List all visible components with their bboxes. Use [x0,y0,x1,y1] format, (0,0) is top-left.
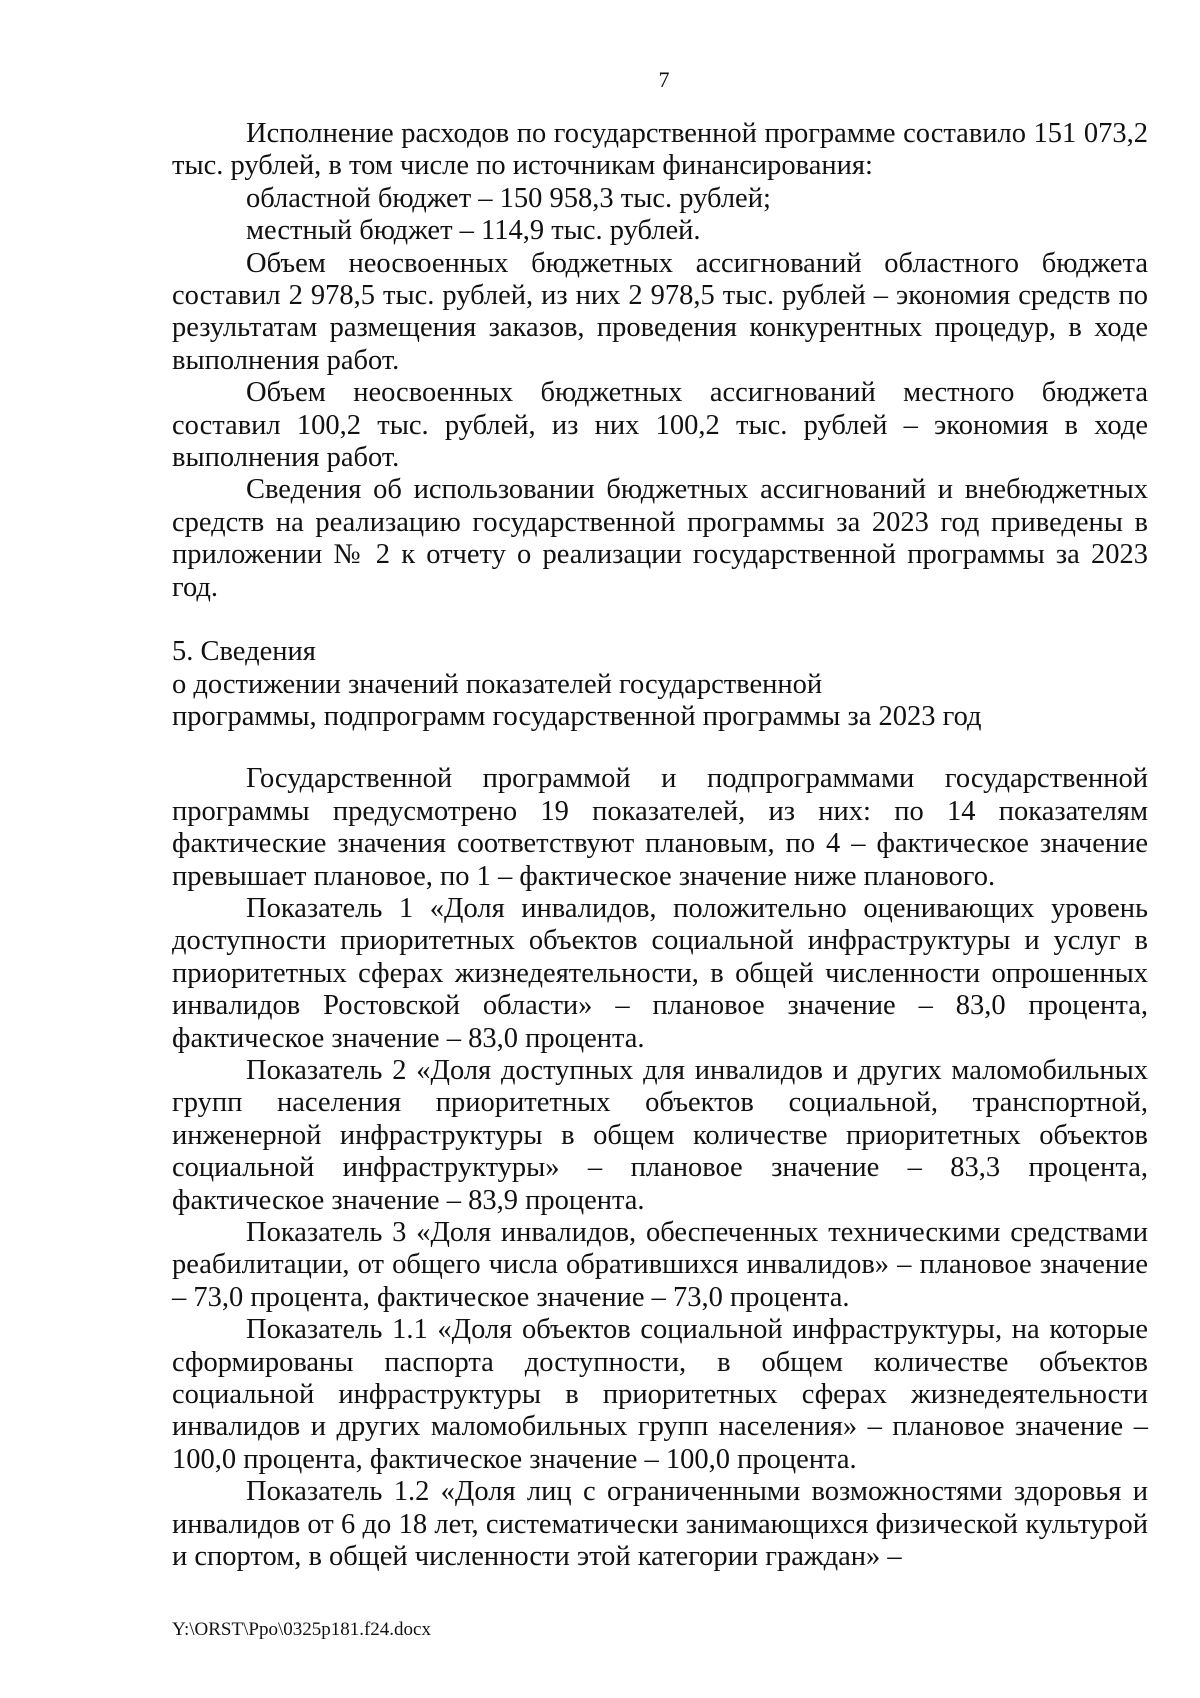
paragraph-indicator-3: Показатель 3 «Доля инвалидов, обеспеченных техническими средствами реабилитации, от общего числа обратившихся инвалидов» – плановое значение – 73,0 процента, фактическое значение – 73,0 процента. [172,1217,1148,1313]
paragraph-indicators-summary: Государственной программой и подпрограммами государственной программы предусмотрено 19 показателей, из них: по 14 показателям фактические значения соответствуют плановым, по 4 – фактическое значение превышает плановое, по 1 – фактическое значение ниже планового. [172,763,1148,892]
section-heading-number: 5. Сведения [172,636,316,668]
paragraph-expenditure-total: Исполнение расходов по государственной программе составило 151 073,2 тыс. рублей, в том числе по источникам финансирования: [172,118,1148,182]
paragraph-regional-budget: областной бюджет – 150 958,3 тыс. рублей; [246,182,771,214]
spacer [172,733,1148,763]
paragraph-local-unspent: Объем неосвоенных бюджетных ассигнований местного бюджета составил 100,2 тыс. рублей, из них 100,2 тыс. рублей – экономия в ходе выполнения работ. [172,377,1148,474]
paragraph-appendix-reference: Сведения об использовании бюджетных ассигнований и внебюджетных средств на реализацию государственной программы за 2023 год приведены в приложении № 2 к отчету о реализации государственной программы за 2023 год. [172,474,1148,603]
paragraph-local-budget: местный бюджет – 114,9 тыс. рублей. [246,215,701,247]
paragraph-regional-unspent: Объем неосвоенных бюджетных ассигнований областного бюджета составил 2 978,5 тыс. рублей, из них 2 978,5 тыс. рублей – экономия средств по результатам размещения заказов, проведения конкурентных процедур, в ходе выполнения работ. [172,247,1148,376]
document-body [172,118,1148,1573]
paragraph-indicator-1-2: Показатель 1.2 «Доля лиц с ограниченными возможностями здоровья и инвалидов от 6 до 18 лет, систематически занимающихся физической культурой и спортом, в общей численности этой категории граждан» – [172,1476,1148,1573]
paragraph-indicator-1: Показатель 1 «Доля инвалидов, положительно оценивающих уровень доступности приоритетных объектов социальной инфраструктуры и услуг в приоритетных сферах жизнедеятельности, в общей численности опрошенных инвалидов Ростовской области» – плановое значение – 83,0 процента, фактическое значение – 83,0 процента. [172,892,1148,1054]
page-number: 7 [658,67,670,92]
spacer [172,604,1148,636]
footer-file-path: Y:\ORST\Ppo\0325p181.f24.docx [172,1619,431,1640]
section-heading-line-3: программы, подпрограмм государственной программы за 2023 год [172,700,982,732]
paragraph-indicator-2: Показатель 2 «Доля доступных для инвалидов и других маломобильных групп населения приоритетных объектов социальной, транспортной, инженерной инфраструктуры в общем количестве приоритетных объектов социальной инфраструктуры» – плановое значение – 83,3 процента, фактическое значение – 83,9 процента. [172,1054,1148,1216]
paragraph-indicator-1-1: Показатель 1.1 «Доля объектов социальной инфраструктуры, на которые сформированы паспорта доступности, в общем количестве объектов социальной инфраструктуры в приоритетных сферах жизнедеятельности инвалидов и других маломобильных групп населения» – плановое значение – 100,0 процента, фактическое значение – 100,0 процента. [172,1314,1148,1475]
section-heading-line-2: о достижении значений показателей государственной [172,668,823,700]
